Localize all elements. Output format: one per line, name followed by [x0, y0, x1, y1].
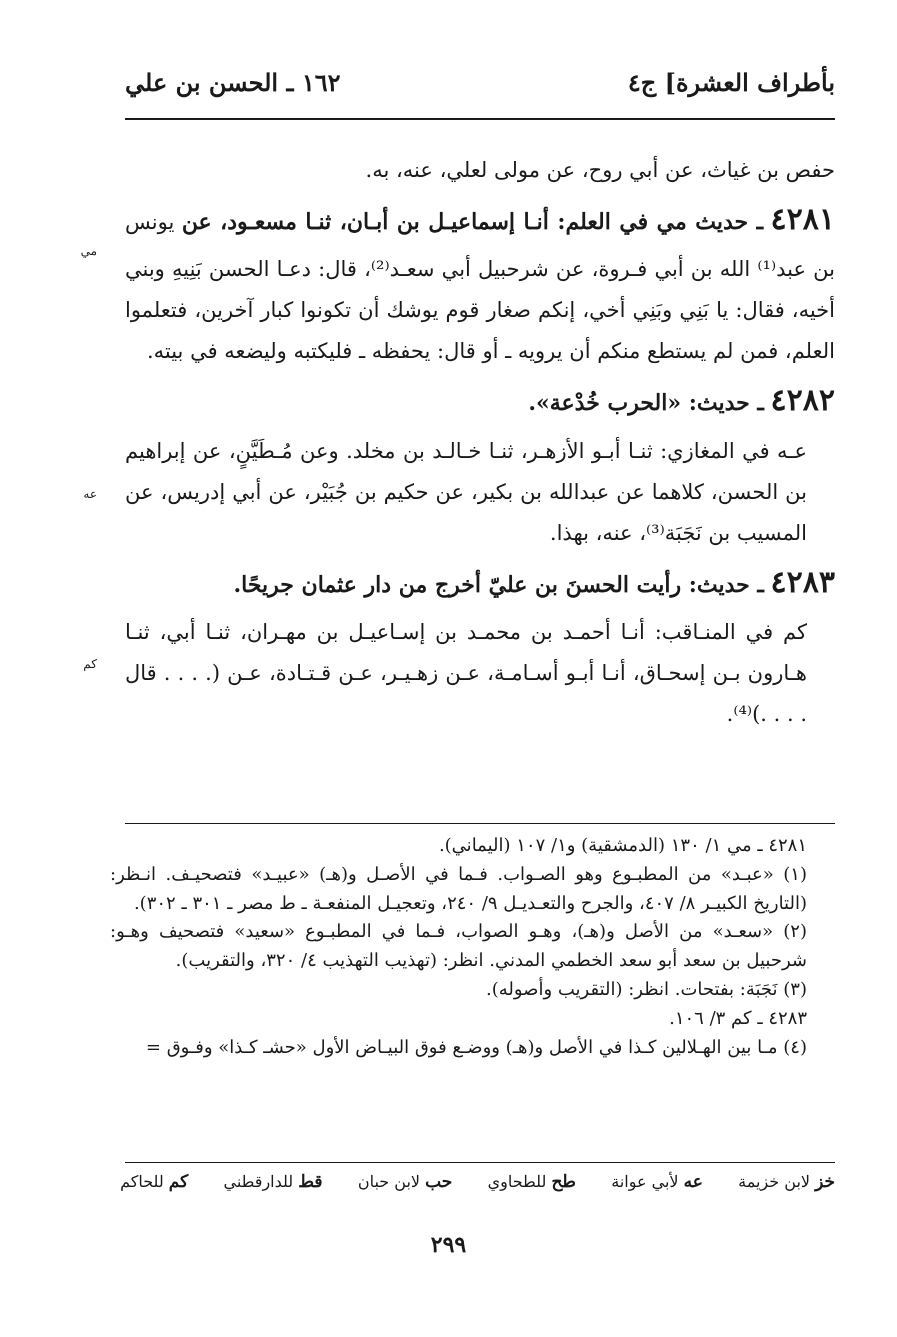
hadith-heading: ـ حديث مي في العلم: أنـا إسماعيـل بن أبـان، ثنـا مسعـود، عن	[181, 208, 764, 235]
hadith-number: ٤٢٨٣	[770, 564, 835, 600]
hadith-heading: ـ حديث: رأيت الحسنَ بن عليّ أخرج من دار عثمان جريحًا.	[233, 571, 764, 598]
running-header	[125, 62, 835, 102]
footnote-4: (٤) مـا بين الهـلالين كـذا في الأصل و(هـ) ووضـع فوق البيـاض الأول «حشـ كـذا» وفـوق =	[145, 1036, 807, 1058]
footnote-source-4281: ٤٢٨١ ـ مي ١/ ١٣٠ (الدمشقية) و١/ ١٠٧ (اليماني).	[438, 835, 807, 856]
hadith-4282-text: عـه في المغازي: ثنـا أبـو الأزهـر، ثنـا خـالـد بن مخلد. وعن مُـطَيَّنٍ، عن إبراهيم بن الحسن، كلاهما عن عبدالله بن بكير، عن حكيم بن جُبَيْر، عن أبي إدريس، عن المسيب بن نَجَبَة⁽³⁾، عنه، بهذا.	[125, 438, 807, 545]
footnote-1: (١) «عبـد» من المطبـوع وهو الصـواب. فـما في الأصـل و(هـ) «عبيـد» فتصحيـف. انـظر: (التاريخ الكبيـر ٨/ ٤٠٧، والجرح والتعـديـل ٩/ ٢٤٠، وتعجيـل المنفعـة ـ ط مصر ـ ٣٠١ ـ ٣٠٢).	[110, 863, 807, 914]
hadith-number: ٤٢٨٢	[770, 383, 835, 419]
hadith-4283-text: كم في المنـاقب: أنـا أحمـد بن محمـد بن إسـاعيـل بن مهـران، ثنـا أبي، ثنـا هـارون بـن إسحـاق، أنـا أبـو أسـامـة، عـن زهـيـر، عـن قـتـادة، عـن (. . . . قال . . . .)⁽⁴⁾.	[125, 620, 807, 726]
hadith-number: ٤٢٨١	[770, 201, 835, 237]
main-text	[125, 150, 835, 735]
abbreviation-legend	[120, 1172, 835, 1192]
hadith-heading: ـ حديث: «الحرب خُدْعة».	[528, 390, 764, 417]
hadith-text: يونس بن عبد⁽¹⁾ الله بن أبي فـروة، عن شرحبيل أبي سعـد⁽²⁾، قال: دعـا الحسن بَنِيهِ وبني أخيه، فقال: يا بَنِي وبَنِي أخي، إنكم صغار قوم يوشك أن تكونوا كبار آخرين، فتعلموا العلم، فمن لم يستطع منكم أن يرويه ـ أو قال: يحفظه ـ فليكتبه وليضعه في بيته.	[125, 209, 836, 364]
hadith-4283	[125, 554, 835, 613]
margin-abbr-km: كم	[83, 657, 97, 671]
legend-item: طح للطحاوي	[487, 1172, 576, 1192]
footnote-rule	[125, 823, 835, 824]
header-book-title: بأطراف العشرة] ج٤	[627, 67, 835, 97]
header-rule	[125, 118, 835, 120]
legend-item: قط للدارقطني	[223, 1172, 323, 1192]
legend-item: حب لابن حبان	[357, 1172, 453, 1192]
legend-rule	[125, 1162, 835, 1163]
margin-abbr-mi: مي	[80, 244, 97, 258]
footnote-source-4283: ٤٢٨٣ ـ كم ٣/ ١٠٦.	[669, 1007, 807, 1029]
page-number: ٢٩٩	[430, 1232, 467, 1258]
footnotes	[110, 832, 835, 1062]
margin-abbr-ah: عه	[83, 487, 97, 501]
hadith-4281	[125, 191, 835, 372]
legend-item: كم للحاكم	[120, 1172, 189, 1192]
footnote-3: (٣) نَجَبَة: بفتحات. انظر: (التقريب وأصوله).	[485, 978, 807, 1000]
footnote-2: (٢) «سعـد» من الأصل و(هـ)، وهـو الصواب، فـما في المطبـوع «سعيد» فتصحيف وهـو: شرحبيل بن سعد أبو سعد الخطمي المدني. انظر: (تهذيب التهذيب ٤/ ٣٢٠، والتقريب).	[110, 921, 807, 972]
legend-item: عه لأبي عوانة	[611, 1172, 703, 1192]
hadith-4282	[125, 372, 835, 431]
header-section-title: ١٦٢ ـ الحسن بن علي	[125, 67, 341, 97]
legend-item: خز لابن خزيمة	[738, 1172, 835, 1192]
continuation-line: حفص بن غياث، عن أبي روح، عن مولى لعلي، عنه، به.	[365, 158, 835, 182]
